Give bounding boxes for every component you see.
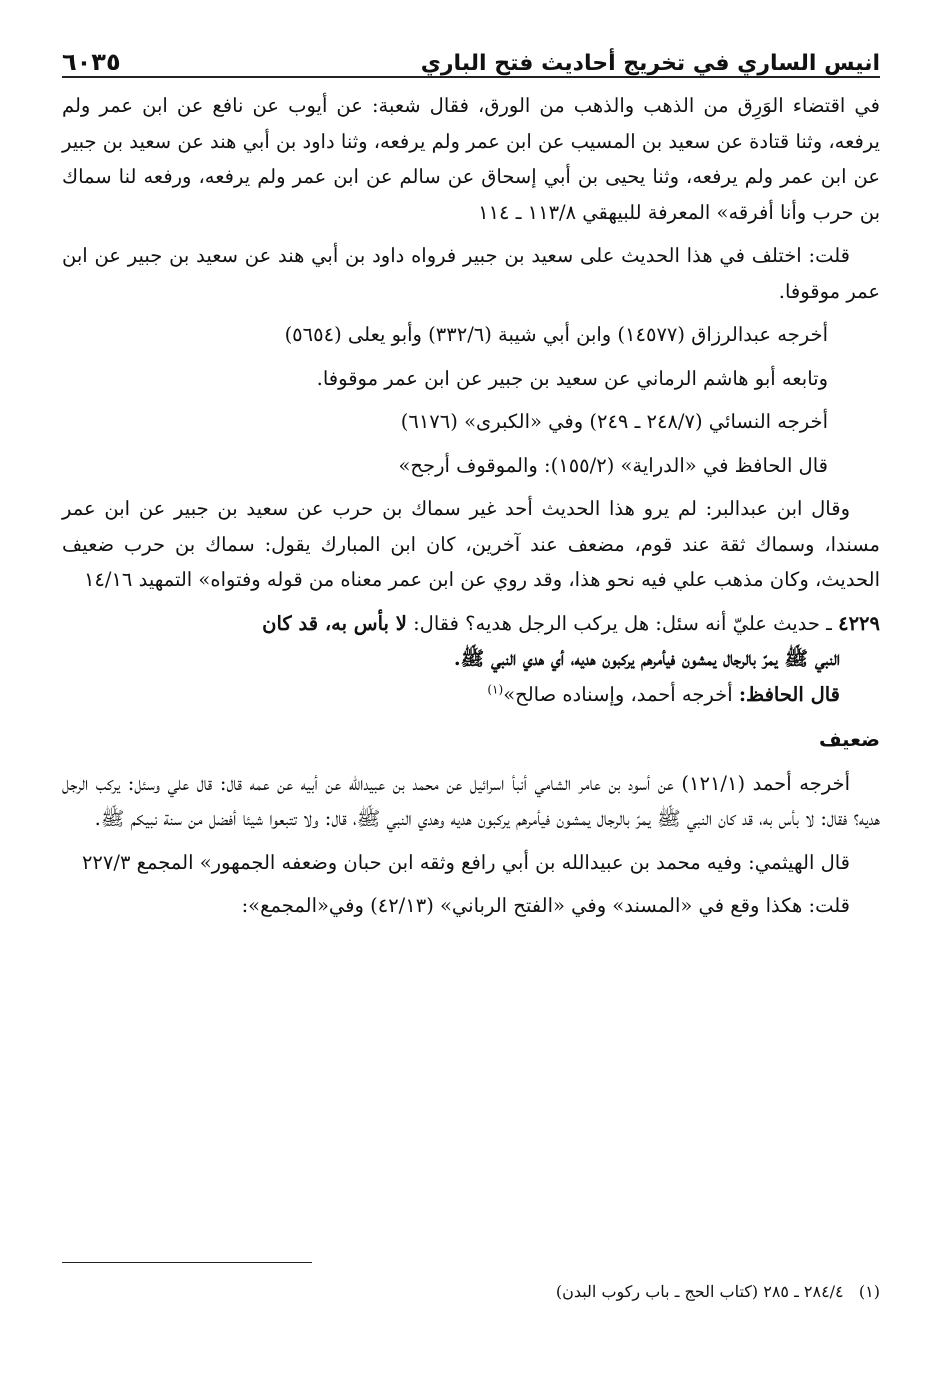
paragraph-takhrij-1: أخرجه عبدالرزاق (١٤٥٧٧) وابن أبي شيبة (٣٣٢/٦) وأبو يعلى (٥٦٥٤) <box>284 323 828 346</box>
paragraph-qultu-2: قلت: هكذا وقع في «المسند» وفي «الفتح الرباني» (٤٢/١٣) وفي«المجمع»: <box>241 894 850 917</box>
hadith-bold-text: لا بأس به، قد كان <box>262 611 407 635</box>
hadith-entry <box>62 606 880 713</box>
hadith-number: ٤٢٢٩ <box>838 611 880 635</box>
grading-title: ضعيف <box>818 728 880 751</box>
main-text <box>62 88 880 924</box>
hadith-lead: ـ حديث عليّ أنه سئل: هل يركب الرجل هديه؟ فقال: <box>413 611 832 635</box>
page <box>62 38 880 1301</box>
paragraph-ibn-abdilbarr: وقال ابن عبدالبر: لم يرو هذا الحديث أحد غير سماك بن حرب عن سعيد بن جبير عن ابن عمر مسندا، وسماك ثقة عند قوم، مضعف عند آخرين، كان ابن المبارك يقول: سماك بن حرب ضعيف الحديث، وكان مذهب علي فيه نحو هذا، وقد روي عن ابن عمر معناه من قوله وفتواه» التمهيد ١٤/١٦ <box>62 497 880 591</box>
page-number: ٦٠٣٥ <box>62 48 121 76</box>
hadith-line-2: النبي ﷺ يمرّ بالرجال يمشون فيأمرهم يركبون هديه، أي هدي النبي ﷺ. <box>453 647 840 670</box>
footnote-marker: (١) <box>858 1282 880 1301</box>
paragraph-qultu: قلت: اختلف في هذا الحديث على سعيد بن جبير فرواه داود بن أبي هند عن سعيد بن جبير عن ابن عمر موقوفا. <box>62 244 880 303</box>
paragraph-haythami: قال الهيثمي: وفيه محمد بن عبيدالله بن أبي رافع وثقه ابن حبان وضعفه الجمهور» المجمع ٢٢٧/٣ <box>81 850 850 874</box>
hadith-line-1 <box>62 606 880 642</box>
paragraph-ahmad: أخرجه أحمد (١٢١/١) عن أسود بن عامر الشامي أنبأ اسرائيل عن محمد بن عبيدالله عن أبيه عن عمه قال: قال علي وسئل: يركب الرجل هديه؟ فقال: لا بأس به، قد كان النبي ﷺ يمرّ بالرجال يمشون فيأمرهم يركبون هديه وهدي النبي ﷺ، قال: ولا تتبعوا شيئا أفضل من سنة نبيكم ﷺ. <box>62 771 880 830</box>
footnote-separator <box>62 1262 312 1263</box>
paragraph-hafiz-diraya: قال الحافظ في «الدراية» (١٥٥/٢): والموقوف أرجح» <box>398 453 828 477</box>
paragraph-mutaba: وتابعه أبو هاشم الرماني عن سعيد بن جبير عن ابن عمر موقوفا. <box>316 366 828 390</box>
footnote-text: ٢٨٤/٤ ـ ٢٨٥ (كتاب الحج ـ باب ركوب البدن) <box>555 1282 844 1301</box>
hafiz-statement <box>62 677 880 713</box>
book-title: انيس الساري في تخريج أحاديث فتح الباري <box>420 51 880 76</box>
hafiz-label: قال الحافظ: <box>738 682 840 706</box>
footnote <box>556 1278 880 1306</box>
paragraph-continuation: في اقتضاء الوَرِق من الذهب والذهب من الورق، فقال شعبة: عن أيوب عن نافع عن ابن عمر ولم يرفعه، وثنا قتادة عن سعيد بن المسيب عن ابن عمر ولم يرفعه، وثنا داود بن أبي هند عن سعيد بن جبير عن ابن عمر ولم يرفعه، وثنا يحيى بن أبي إسحاق عن سالم عن ابن عمر ولم يرفعه، ورفعه لنا سماك بن حرب وأنا أفرقه» المعرفة للبيهقي ١١٣/٨ ـ ١١٤ <box>62 94 880 224</box>
hafiz-text: أخرجه أحمد، وإسناده صالح» <box>503 682 733 706</box>
running-header <box>62 38 880 78</box>
paragraph-takhrij-2: أخرجه النسائي (٢٤٨/٧ ـ ٢٤٩) وفي «الكبرى» (٦١٧٦) <box>400 410 828 433</box>
footnote-ref: (١) <box>487 682 504 696</box>
